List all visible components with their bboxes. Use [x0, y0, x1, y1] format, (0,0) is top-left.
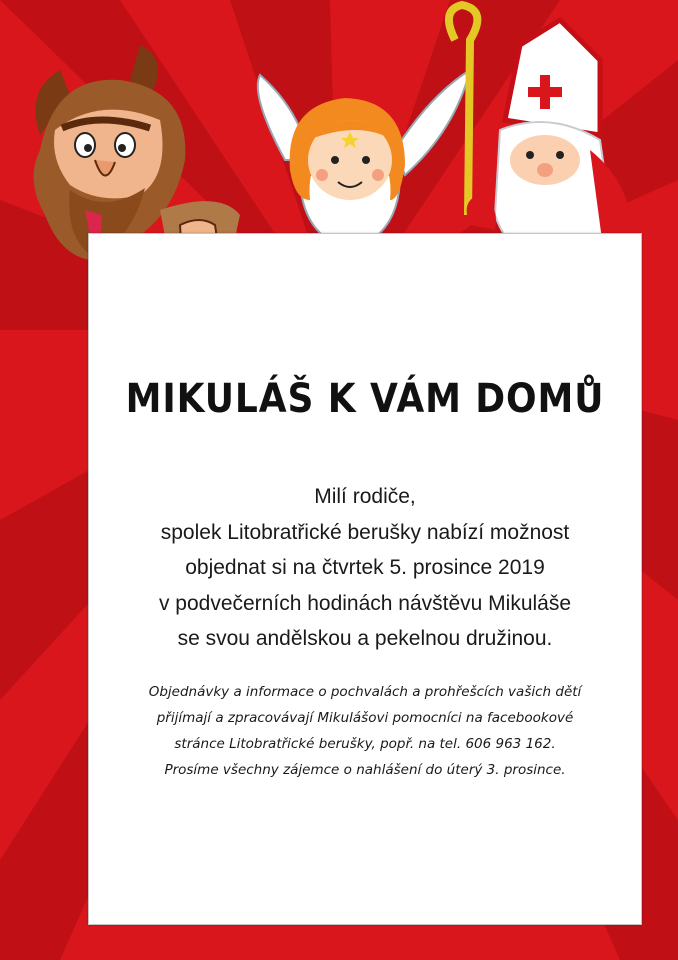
body-line: spolek Litobratřické berušky nabízí možnost — [160, 520, 570, 544]
main-text — [89, 479, 641, 657]
note-text — [89, 679, 641, 783]
note-line: stránce Litobratřické berušky, popř. na tel. 606 963 162. — [174, 736, 556, 752]
angel-icon — [258, 70, 470, 250]
white-card — [88, 233, 642, 925]
body-line: v podvečerních hodinách návštěvu Mikuláše — [158, 591, 572, 615]
saint-nicholas-icon — [449, 5, 633, 268]
note-line: Objednávky a informace o pochvalách a prohřešcích vašich dětí — [148, 684, 582, 700]
page-title: MIKULÁŠ K VÁM DOMŮ — [125, 376, 605, 422]
body-line: se svou andělskou a pekelnou družinou. — [177, 627, 553, 651]
note-line: přijímají a zpracovávají Mikulášovi pomocníci na facebookové — [156, 710, 574, 726]
greeting: Milí rodiče, — [314, 485, 416, 508]
body-line: objednat si na čtvrtek 5. prosince 2019 — [185, 556, 545, 580]
note-line: Prosíme všechny zájemce o nahlášení do úterý 3. prosince. — [164, 762, 566, 778]
